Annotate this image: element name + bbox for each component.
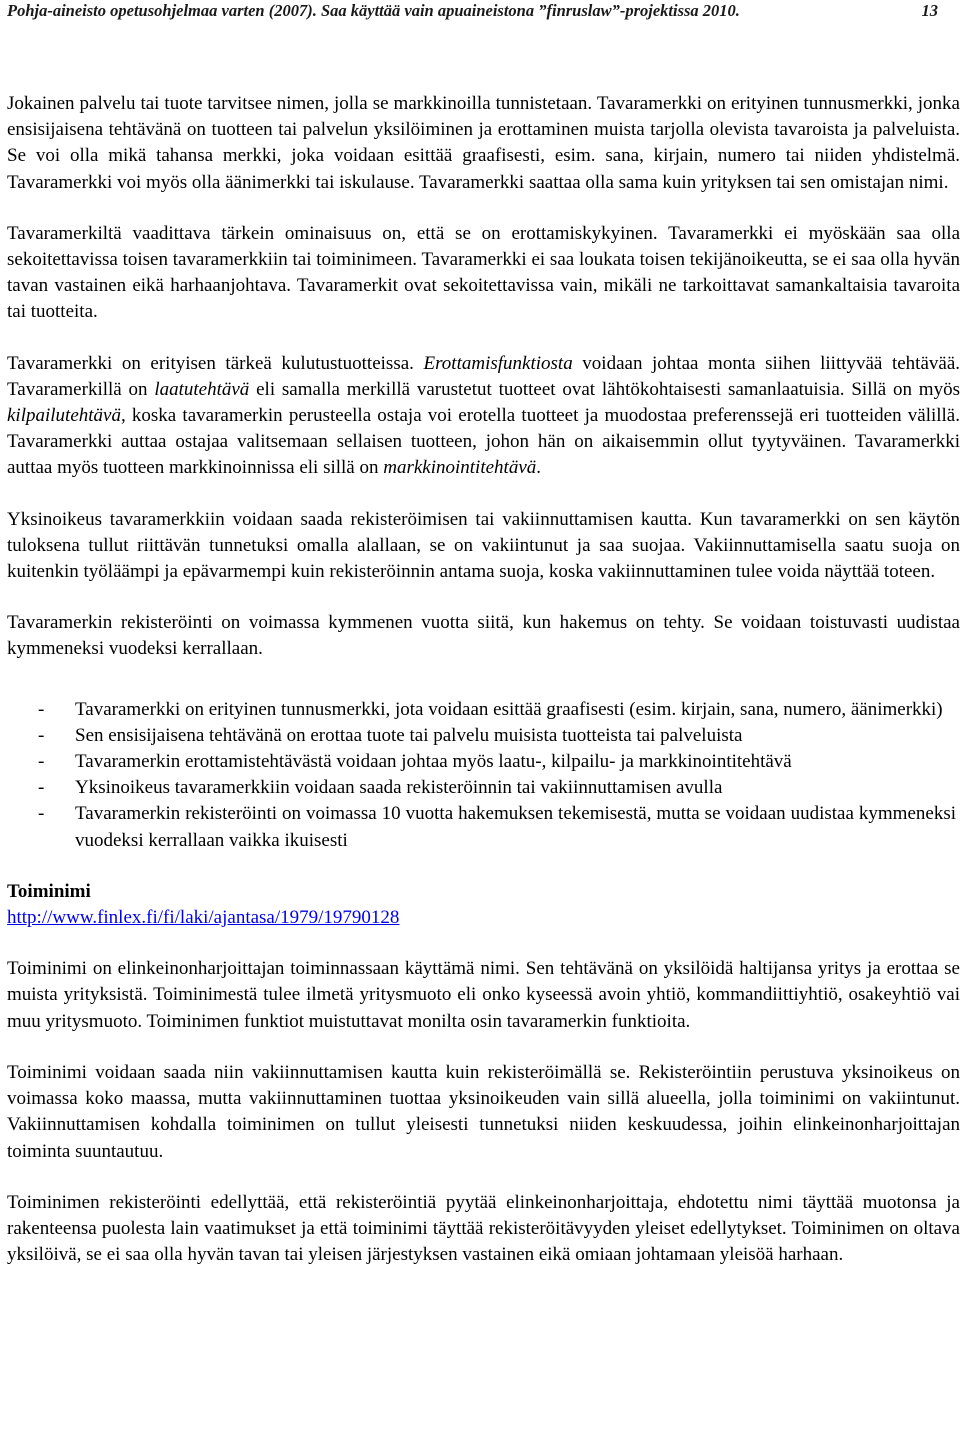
list-item — [7, 801, 960, 853]
paragraph-trade-name-acquisition: Toiminimi voidaan saada niin vakiinnuttamisen kautta kuin rekisteröimällä se. Rekisteröintiin perustuva yksinoikeus on voimassa koko maassa, mutta vakiinnuttaminen tuottaa yksinoikeuden vain sillä alueella, jolla toiminimi on vakiintunut. Vakiinnuttamisen kohdalla toiminimen on tullut yleisesti tunnetuksi niiden keskuudessa, joihin elinkeinonharjoittajan toiminta suuntautuu. — [7, 1061, 960, 1162]
paragraph-exclusive-right: Yksinoikeus tavaramerkkiin voidaan saada rekisteröimisen tai vakiinnuttamisen kautta. Kun tavaramerkki on sen käytön tuloksena tullut riittävän tunnetuksi omalla alallaan, se on vakiintunut ja saa suojaa. Vakiinnuttamisella saatu suoja on kuitenkin työläämpi ja epävarmempi kuin rekisteröinnin antama suoja, koska vakiinnuttaminen tulee voida näyttää toteen. — [7, 508, 960, 583]
summary-list — [7, 697, 960, 854]
finlex-link[interactable]: http://www.finlex.fi/fi/laki/ajantasa/1979/19790128 — [7, 907, 400, 929]
list-item-text: Tavaramerkin rekisteröinti on voimassa 10 vuotta hakemuksen tekemisestä, mutta se voidaan uudistaa kymmeneksi vuodeksi kerrallaan vaikka ikuisesti — [75, 803, 956, 851]
header-title: Pohja-aineisto opetusohjelmaa varten (2007). Saa käyttää vain apuaineistona ”finruslaw”-projektissa 2010. — [7, 1, 740, 20]
paragraph-trademark-requirements: Tavaramerkiltä vaadittava tärkein ominaisuus on, että se on erottamiskykyinen. Tavaramerkki ei myöskään saa olla sekoitettavissa toisen tavaramerkkiin tai toiminimeen. Tavaramerkki ei saa loukata toisen tekijänoikeutta, se ei saa olla hyvän tavan vastainen eikä harhaanjohtava. Tavaramerkit ovat sekoitettavissa vain, mikäli ne tarkoittavat samankaltaisia tavaroita tai tuotteita. — [7, 222, 960, 323]
emphasis-term: Erottamisfunktiosta — [423, 352, 573, 374]
emphasis-term: markkinointitehtävä — [383, 457, 537, 479]
text-run: voidaan johtaa monta siihen liittyvää tehtävää. Tavaramerkillä on — [7, 352, 960, 400]
page-number: 13 — [921, 1, 938, 20]
list-item — [7, 775, 960, 801]
emphasis-term: kilpailutehtävä — [7, 405, 121, 427]
list-bullet: - — [38, 751, 45, 773]
list-item-text: Sen ensisijaisena tehtävänä on erottaa tuote tai palvelu muisista tuotteista tai palveluista — [75, 724, 743, 746]
list-item — [7, 749, 960, 775]
document-body — [7, 91, 960, 1268]
list-item-text: Tavaramerkki on erityinen tunnusmerkki, jota voidaan esittää graafisesti (esim. kirjain, sana, numero, äänimerkki) — [75, 698, 943, 720]
text-run: , koska tavaramerkin perusteella ostaja voi erotella tuotteet ja muodostaa preferenssejä eri tuotteiden välillä. Tavaramerkki auttaa ostajaa valitsemaan sellaisen tuotteen, johon hän on aikaisemmin ollut tyytyväinen. Tavaramerkki auttaa myös tuotteen markkinoinnissa eli sillä on — [7, 405, 960, 479]
list-item — [7, 697, 960, 723]
list-item-text: Yksinoikeus tavaramerkkiin voidaan saada rekisteröinnin tai vakiinnuttamisen avulla — [75, 777, 723, 799]
page-header — [7, 0, 938, 24]
paragraph-trade-name-registration: Toiminimen rekisteröinti edellyttää, että rekisteröintiä pyytää elinkeinonharjoittaja, ehdotettu nimi täyttää muotonsa ja rakenteensa puolesta lain vaatimukset ja että toiminimi täyttää rekisteröitävyyden yleiset edellytykset. Toiminimen on oltava yksilöivä, se ei saa olla hyvän tavan tai yleisen järjestyksen vastainen eikä omiaan johtamaan yleisöä harhaan. — [7, 1191, 960, 1266]
text-run: eli samalla merkillä varustetut tuotteet ovat lähtökohtaisesti samanlaatuisia. Sillä on myös — [249, 378, 960, 400]
paragraph-trademark-intro: Jokainen palvelu tai tuote tarvitsee nimen, jolla se markkinoilla tunnistetaan. Tavaramerkki on erityinen tunnusmerkki, jonka ensisijaisena tehtävänä on tuotteen tai palvelun yksilöiminen ja erottaminen muista tarjolla olevista tavaroista ja palveluista. Se voi olla mikä tahansa merkki, joka voidaan esittää graafisesti, esim. sana, kirjain, numero tai niiden yhdistelmä. Tavaramerkki voi myös olla äänimerkki tai iskulause. Tavaramerkki saattaa olla sama kuin yrityksen tai sen omistajan nimi. — [7, 93, 960, 193]
text-run: . — [536, 457, 542, 479]
paragraph-registration-validity: Tavaramerkin rekisteröinti on voimassa kymmenen vuotta siitä, kun hakemus on tehty. Se voidaan toistuvasti uudistaa kymmeneksi vuodeksi kerrallaan. — [7, 612, 960, 660]
emphasis-term: laatutehtävä — [154, 378, 250, 400]
paragraph-trademark-functions — [7, 351, 960, 482]
list-bullet: - — [38, 777, 45, 799]
list-item-text: Tavaramerkin erottamistehtävästä voidaan johtaa myös laatu-, kilpailu- ja markkinointitehtävä — [75, 751, 792, 773]
section-heading-toiminimi: Toiminimi — [7, 880, 91, 902]
list-bullet: - — [38, 698, 45, 720]
paragraph-trade-name-definition: Toiminimi on elinkeinonharjoittajan toiminnassaan käyttämä nimi. Sen tehtävänä on yksilöidä haltijansa yritys ja erottaa se muista yrityksistä. Toiminimestä tulee ilmetä yritysmuoto eli onko kyseessä avoin yhtiö, kommandiittiyhtiö, osakeyhtiö vai muu yritysmuoto. Toiminimen funktiot muistuttavat monilta osin tavaramerkin funktioita. — [7, 958, 960, 1032]
list-item — [7, 723, 960, 749]
text-run: Tavaramerkki on erityisen tärkeä kulutustuotteissa. — [7, 352, 424, 374]
list-bullet: - — [38, 724, 45, 746]
list-bullet: - — [38, 803, 45, 825]
